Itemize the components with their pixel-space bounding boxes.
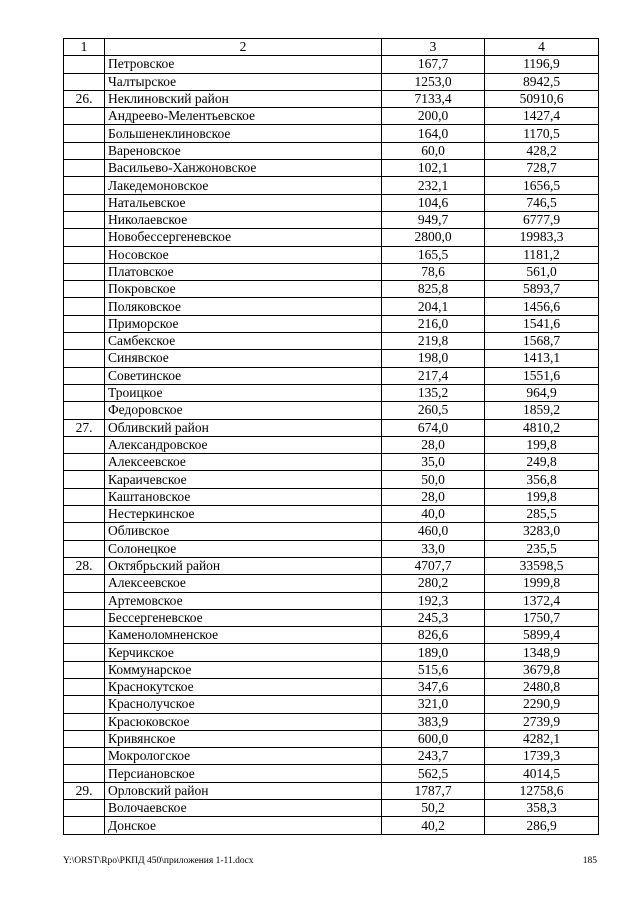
- column-3-value-cell: 321,0: [382, 696, 485, 713]
- settlement-name-cell: Мокрологское: [105, 748, 382, 765]
- column-3-value-cell: 383,9: [382, 713, 485, 730]
- settlement-name-cell: Солонецкое: [105, 540, 382, 557]
- settlement-name-cell: Волочаевское: [105, 800, 382, 817]
- row-number-cell: 26.: [64, 90, 105, 107]
- table-row: [64, 246, 599, 263]
- column-3-value-cell: 260,5: [382, 402, 485, 419]
- column-3-value-cell: 135,2: [382, 384, 485, 401]
- column-3-value-cell: 2800,0: [382, 229, 485, 246]
- column-4-value-cell: 1541,6: [485, 315, 599, 332]
- table-row: [64, 488, 599, 505]
- column-4-value-cell: 561,0: [485, 263, 599, 280]
- column-3-value-cell: 189,0: [382, 644, 485, 661]
- row-number-cell: [64, 246, 105, 263]
- column-4-value-cell: 1456,6: [485, 298, 599, 315]
- settlement-name-cell: Натальевское: [105, 194, 382, 211]
- table-row: [64, 765, 599, 782]
- row-number-cell: [64, 333, 105, 350]
- column-4-value-cell: 6777,9: [485, 211, 599, 228]
- column-3-value-cell: 102,1: [382, 160, 485, 177]
- row-number-cell: [64, 506, 105, 523]
- table-row: [64, 523, 599, 540]
- row-number-cell: [64, 661, 105, 678]
- row-number-cell: [64, 713, 105, 730]
- settlement-name-cell: Донское: [105, 817, 382, 834]
- row-number-cell: [64, 229, 105, 246]
- table-row: [64, 644, 599, 661]
- settlement-name-cell: Нестеркинское: [105, 506, 382, 523]
- row-number-cell: [64, 644, 105, 661]
- settlement-name-cell: Новобессергеневское: [105, 229, 382, 246]
- table-row: [64, 402, 599, 419]
- row-number-cell: [64, 402, 105, 419]
- column-4-value-cell: 964,9: [485, 384, 599, 401]
- table-row: [64, 419, 599, 436]
- column-4-value-cell: 4014,5: [485, 765, 599, 782]
- row-number-cell: [64, 800, 105, 817]
- table-row: [64, 696, 599, 713]
- settlement-name-cell: Андреево-Мелентьевское: [105, 108, 382, 125]
- table-row: [64, 333, 599, 350]
- settlement-name-cell: Большенеклиновское: [105, 125, 382, 142]
- column-4-value-cell: 1750,7: [485, 609, 599, 626]
- row-number-cell: [64, 471, 105, 488]
- column-4-value-cell: 33598,5: [485, 557, 599, 574]
- row-number-cell: 28.: [64, 557, 105, 574]
- column-3-value-cell: 1253,0: [382, 73, 485, 90]
- column-3-value-cell: 243,7: [382, 748, 485, 765]
- column-4-value-cell: 2290,9: [485, 696, 599, 713]
- settlement-name-cell: Обливский район: [105, 419, 382, 436]
- table-row: [64, 540, 599, 557]
- header-cell-4: 4: [485, 39, 599, 56]
- row-number-cell: [64, 627, 105, 644]
- column-4-value-cell: 235,5: [485, 540, 599, 557]
- row-number-cell: [64, 523, 105, 540]
- settlement-name-cell: Покровское: [105, 281, 382, 298]
- table-row: [64, 575, 599, 592]
- settlement-name-cell: Караичевское: [105, 471, 382, 488]
- column-4-value-cell: 1181,2: [485, 246, 599, 263]
- row-number-cell: [64, 56, 105, 73]
- column-4-value-cell: 1348,9: [485, 644, 599, 661]
- settlement-name-cell: Васильево-Ханжоновское: [105, 160, 382, 177]
- column-3-value-cell: 232,1: [382, 177, 485, 194]
- column-4-value-cell: 249,8: [485, 454, 599, 471]
- table-row: [64, 142, 599, 159]
- table-row: [64, 627, 599, 644]
- column-4-value-cell: 12758,6: [485, 782, 599, 799]
- table-row: [64, 817, 599, 834]
- table-row: [64, 661, 599, 678]
- settlement-name-cell: Чалтырское: [105, 73, 382, 90]
- column-4-value-cell: 1551,6: [485, 367, 599, 384]
- settlement-name-cell: Керчикское: [105, 644, 382, 661]
- column-4-value-cell: 1427,4: [485, 108, 599, 125]
- column-3-value-cell: 245,3: [382, 609, 485, 626]
- settlement-name-cell: Самбекское: [105, 333, 382, 350]
- settlement-name-cell: Кривянское: [105, 730, 382, 747]
- table-body: [64, 39, 599, 835]
- column-3-value-cell: 28,0: [382, 488, 485, 505]
- row-number-cell: [64, 281, 105, 298]
- row-number-cell: [64, 160, 105, 177]
- row-number-cell: [64, 298, 105, 315]
- table-row: [64, 713, 599, 730]
- row-number-cell: [64, 367, 105, 384]
- column-4-value-cell: 199,8: [485, 436, 599, 453]
- column-3-value-cell: 204,1: [382, 298, 485, 315]
- settlement-name-cell: Платовское: [105, 263, 382, 280]
- table-row: [64, 350, 599, 367]
- table-row: [64, 315, 599, 332]
- column-3-value-cell: 50,2: [382, 800, 485, 817]
- table-row: [64, 748, 599, 765]
- table-row: [64, 229, 599, 246]
- row-number-cell: [64, 177, 105, 194]
- column-4-value-cell: 356,8: [485, 471, 599, 488]
- column-3-value-cell: 164,0: [382, 125, 485, 142]
- table-row: [64, 194, 599, 211]
- column-4-value-cell: 428,2: [485, 142, 599, 159]
- table-row: [64, 471, 599, 488]
- column-3-value-cell: 167,7: [382, 56, 485, 73]
- row-number-cell: [64, 817, 105, 834]
- settlement-name-cell: Персиановское: [105, 765, 382, 782]
- table-row: [64, 211, 599, 228]
- header-cell-1: 1: [64, 39, 105, 56]
- row-number-cell: [64, 73, 105, 90]
- settlement-name-cell: Артемовское: [105, 592, 382, 609]
- settlement-name-cell: Троицкое: [105, 384, 382, 401]
- row-number-cell: [64, 125, 105, 142]
- settlement-name-cell: Краснолучское: [105, 696, 382, 713]
- header-cell-2: 2: [105, 39, 382, 56]
- table-row: [64, 384, 599, 401]
- column-4-value-cell: 1999,8: [485, 575, 599, 592]
- column-4-value-cell: 286,9: [485, 817, 599, 834]
- column-3-value-cell: 600,0: [382, 730, 485, 747]
- column-4-value-cell: 5893,7: [485, 281, 599, 298]
- table-row: [64, 298, 599, 315]
- column-4-value-cell: 2480,8: [485, 678, 599, 695]
- row-number-cell: [64, 540, 105, 557]
- column-4-value-cell: 5899,4: [485, 627, 599, 644]
- column-4-value-cell: 3679,8: [485, 661, 599, 678]
- column-3-value-cell: 60,0: [382, 142, 485, 159]
- column-4-value-cell: 199,8: [485, 488, 599, 505]
- column-4-value-cell: 8942,5: [485, 73, 599, 90]
- settlement-name-cell: Александровское: [105, 436, 382, 453]
- page-number: 185: [582, 856, 597, 866]
- settlement-name-cell: Николаевское: [105, 211, 382, 228]
- row-number-cell: [64, 748, 105, 765]
- settlement-name-cell: Красюковское: [105, 713, 382, 730]
- column-4-value-cell: 1568,7: [485, 333, 599, 350]
- table-row: [64, 90, 599, 107]
- table-row: [64, 281, 599, 298]
- table-row: [64, 177, 599, 194]
- column-3-value-cell: 949,7: [382, 211, 485, 228]
- settlement-name-cell: Краснокутское: [105, 678, 382, 695]
- column-3-value-cell: 198,0: [382, 350, 485, 367]
- settlement-name-cell: Обливское: [105, 523, 382, 540]
- table-row: [64, 125, 599, 142]
- row-number-cell: [64, 765, 105, 782]
- column-3-value-cell: 40,2: [382, 817, 485, 834]
- column-3-value-cell: 78,6: [382, 263, 485, 280]
- column-4-value-cell: 358,3: [485, 800, 599, 817]
- settlement-name-cell: Приморское: [105, 315, 382, 332]
- column-3-value-cell: 216,0: [382, 315, 485, 332]
- data-table: [63, 38, 599, 835]
- column-3-value-cell: 165,5: [382, 246, 485, 263]
- row-number-cell: [64, 350, 105, 367]
- column-3-value-cell: 674,0: [382, 419, 485, 436]
- row-number-cell: [64, 488, 105, 505]
- settlement-name-cell: Носовское: [105, 246, 382, 263]
- row-number-cell: [64, 436, 105, 453]
- row-number-cell: 29.: [64, 782, 105, 799]
- row-number-cell: [64, 315, 105, 332]
- table-row: [64, 730, 599, 747]
- table-row: [64, 506, 599, 523]
- column-3-value-cell: 217,4: [382, 367, 485, 384]
- column-4-value-cell: 1413,1: [485, 350, 599, 367]
- row-number-cell: [64, 263, 105, 280]
- row-number-cell: [64, 678, 105, 695]
- column-3-value-cell: 460,0: [382, 523, 485, 540]
- column-4-value-cell: 1196,9: [485, 56, 599, 73]
- column-3-value-cell: 562,5: [382, 765, 485, 782]
- column-3-value-cell: 40,0: [382, 506, 485, 523]
- table-row: [64, 782, 599, 799]
- settlement-name-cell: Лакедемоновское: [105, 177, 382, 194]
- table-row: [64, 800, 599, 817]
- column-3-value-cell: 825,8: [382, 281, 485, 298]
- column-3-value-cell: 200,0: [382, 108, 485, 125]
- column-3-value-cell: 35,0: [382, 454, 485, 471]
- column-4-value-cell: 285,5: [485, 506, 599, 523]
- table-row: [64, 678, 599, 695]
- row-number-cell: [64, 696, 105, 713]
- settlement-name-cell: Коммунарское: [105, 661, 382, 678]
- table-row: [64, 592, 599, 609]
- settlement-name-cell: Орловский район: [105, 782, 382, 799]
- column-4-value-cell: 728,7: [485, 160, 599, 177]
- row-number-cell: [64, 730, 105, 747]
- row-number-cell: [64, 575, 105, 592]
- settlement-name-cell: Советинское: [105, 367, 382, 384]
- row-number-cell: [64, 211, 105, 228]
- column-3-value-cell: 4707,7: [382, 557, 485, 574]
- column-4-value-cell: 4810,2: [485, 419, 599, 436]
- column-4-value-cell: 1170,5: [485, 125, 599, 142]
- table-row: [64, 160, 599, 177]
- column-4-value-cell: 4282,1: [485, 730, 599, 747]
- settlement-name-cell: Вареновское: [105, 142, 382, 159]
- column-3-value-cell: 192,3: [382, 592, 485, 609]
- column-3-value-cell: 1787,7: [382, 782, 485, 799]
- column-3-value-cell: 28,0: [382, 436, 485, 453]
- settlement-name-cell: Неклиновский район: [105, 90, 382, 107]
- table-row: [64, 436, 599, 453]
- column-3-value-cell: 33,0: [382, 540, 485, 557]
- settlement-name-cell: Алексеевское: [105, 454, 382, 471]
- column-4-value-cell: 2739,9: [485, 713, 599, 730]
- column-3-value-cell: 104,6: [382, 194, 485, 211]
- settlement-name-cell: Алексеевское: [105, 575, 382, 592]
- table-row: [64, 73, 599, 90]
- column-3-value-cell: 7133,4: [382, 90, 485, 107]
- settlement-name-cell: Каменоломненское: [105, 627, 382, 644]
- settlement-name-cell: Федоровское: [105, 402, 382, 419]
- settlement-name-cell: Октябрьский район: [105, 557, 382, 574]
- settlement-name-cell: Поляковское: [105, 298, 382, 315]
- header-cell-3: 3: [382, 39, 485, 56]
- settlement-name-cell: Петровское: [105, 56, 382, 73]
- column-4-value-cell: 1372,4: [485, 592, 599, 609]
- column-3-value-cell: 50,0: [382, 471, 485, 488]
- settlement-name-cell: Каштановское: [105, 488, 382, 505]
- row-number-cell: [64, 609, 105, 626]
- table-row: [64, 454, 599, 471]
- table-row: [64, 108, 599, 125]
- row-number-cell: [64, 108, 105, 125]
- column-4-value-cell: 19983,3: [485, 229, 599, 246]
- footer-file-path: Y:\ORST\Rpo\РКПД 450\приложения 1-11.docx: [63, 856, 254, 866]
- table-row: [64, 609, 599, 626]
- column-4-value-cell: 746,5: [485, 194, 599, 211]
- settlement-name-cell: Синявское: [105, 350, 382, 367]
- row-number-cell: 27.: [64, 419, 105, 436]
- row-number-cell: [64, 142, 105, 159]
- column-4-value-cell: 1859,2: [485, 402, 599, 419]
- settlement-name-cell: Бессергеневское: [105, 609, 382, 626]
- column-3-value-cell: 515,6: [382, 661, 485, 678]
- row-number-cell: [64, 592, 105, 609]
- column-4-value-cell: 50910,6: [485, 90, 599, 107]
- row-number-cell: [64, 384, 105, 401]
- column-3-value-cell: 280,2: [382, 575, 485, 592]
- column-4-value-cell: 3283,0: [485, 523, 599, 540]
- column-4-value-cell: 1656,5: [485, 177, 599, 194]
- row-number-cell: [64, 454, 105, 471]
- table-row: [64, 557, 599, 574]
- table-row: [64, 263, 599, 280]
- column-3-value-cell: 219,8: [382, 333, 485, 350]
- column-3-value-cell: 347,6: [382, 678, 485, 695]
- table-row: [64, 56, 599, 73]
- header-row: [64, 39, 599, 56]
- column-3-value-cell: 826,6: [382, 627, 485, 644]
- column-4-value-cell: 1739,3: [485, 748, 599, 765]
- table-row: [64, 367, 599, 384]
- row-number-cell: [64, 194, 105, 211]
